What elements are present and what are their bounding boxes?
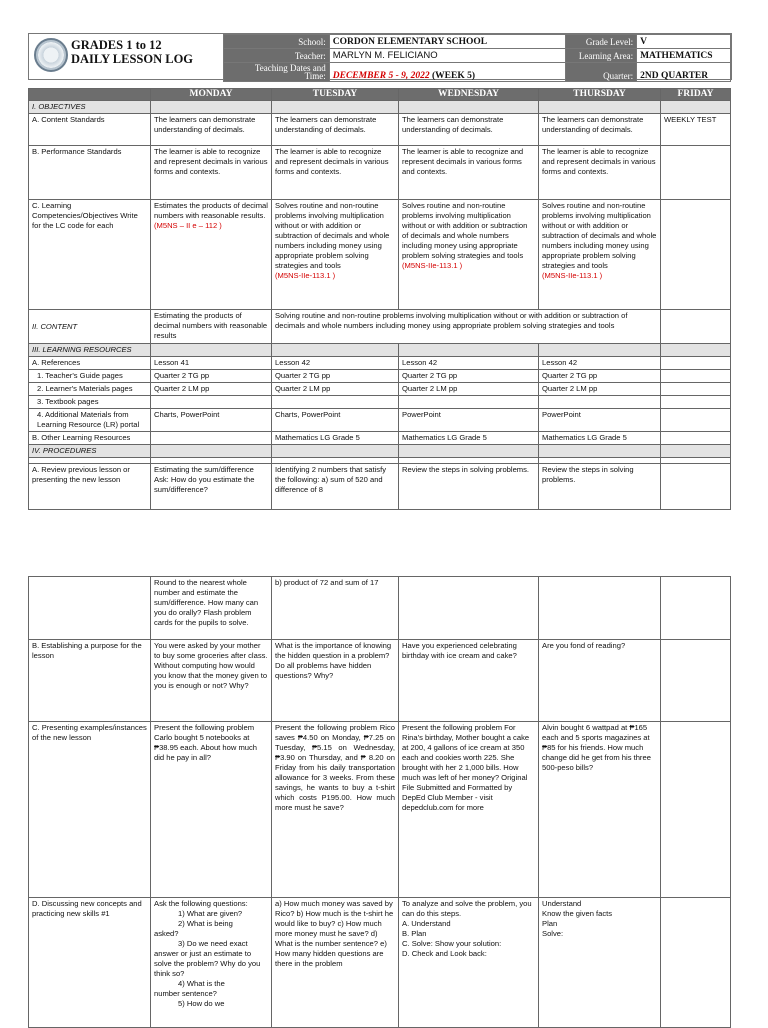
competency-text: Solves routine and non-routine problems involving multiplication without or with addition or subtraction of decimals and whole numbers including money using appropriate problem solving strategies and tools: [275, 201, 390, 270]
cell-tue: Identifying 2 numbers that satisfy the following: a) sum of 520 and difference of 8: [272, 464, 399, 510]
cell-fri: [661, 409, 731, 432]
document-title: [71, 38, 193, 66]
discuss-q2-cont: asked?: [154, 929, 179, 938]
cell-fri: [661, 464, 731, 510]
day-monday: MONDAY: [151, 89, 272, 101]
cell-tue: The learner is able to recognize and represent decimals in various forms and contexts.: [272, 146, 399, 200]
purpose-label: B. Establishing a purpose for the lesson: [29, 640, 151, 722]
competencies-row: [29, 200, 731, 310]
cell-thu: Quarter 2 LM pp: [539, 383, 661, 396]
resources-heading: III. LEARNING RESOURCES: [29, 344, 151, 357]
cell-tue: Mathematics LG Grade 5: [272, 432, 399, 445]
cell-tue: Present the following problem Rico saves ₱4.50 on Monday, ₱7.25 on Tuesday, ₱5.15 on Wednesday, ₱3.90 on Thursday, and ₱ 8.20 on Friday from his daily transportation allowance for 3 weeks. From these savings, he wants to buy a t-shirt which costs P195.00. How much more must he save?: [272, 722, 399, 898]
content-heading-text: II. CONTENT: [32, 321, 78, 331]
cell-mon: [151, 200, 272, 310]
school-label: School:: [224, 35, 330, 49]
lc-code: (M5NS-IIe-113.1 ): [542, 271, 603, 280]
cell-fri: [661, 432, 731, 445]
discuss-q2: 2) What is being: [178, 919, 233, 928]
lesson-table-page-2: [28, 576, 731, 1028]
thu-step-1: Understand: [542, 899, 582, 908]
cell-thu: Review the steps in solving problems.: [539, 464, 661, 510]
cell-wed: [399, 200, 539, 310]
dates-value: [329, 63, 565, 82]
area-label: Learning Area:: [566, 49, 637, 63]
cell-mon: Lesson 41: [151, 357, 272, 370]
cell-fri: [661, 577, 731, 640]
step-b: B. Plan: [402, 929, 427, 938]
cell-tue: b) product of 72 and sum of 17: [272, 577, 399, 640]
step-c: C. Solve: Show your solution:: [402, 939, 502, 948]
day-thursday: THURSDAY: [539, 89, 661, 101]
discuss-q1: 1) What are given?: [178, 909, 243, 918]
cell-tue: [272, 200, 399, 310]
lc-code: (M5NS-IIe-113.1 ): [275, 271, 336, 280]
cell-tue: a) How much money was saved by Rico? b) How much is the t-shirt he would like to buy? c) How much more money must he save? d) What is the number sentence? e) How many hidden questions are there in the problem: [272, 898, 399, 1028]
discuss-q5: 5) How do we: [178, 999, 225, 1008]
content-standards-row: [29, 114, 731, 146]
week-label: (WEEK 5): [432, 71, 476, 81]
tg-label: 1. Teacher's Guide pages: [29, 370, 151, 383]
cell-wed: Lesson 42: [399, 357, 539, 370]
cell-mon: Estimating the products of decimal numbers with reasonable results: [151, 310, 272, 344]
cell-tue: Quarter 2 LM pp: [272, 383, 399, 396]
cell-tue: Quarter 2 TG pp: [272, 370, 399, 383]
competency-text: Solves routine and non-routine problems involving multiplication without or with addition or subtraction of decimals and whole numbers including money using appropriate problem solving strategies and tools: [542, 201, 657, 270]
objectives-section-row: [29, 101, 731, 114]
cell-fri: WEEKLY TEST: [661, 114, 731, 146]
day-friday: FRIDAY: [661, 89, 731, 101]
day-header-row: [29, 89, 731, 101]
step-a: A. Understand: [402, 919, 451, 928]
competency-text: Estimates the products of decimal numbers with reasonable results.: [154, 201, 268, 220]
discuss-q4: 4) What is the: [178, 979, 225, 988]
cell-mon: Estimating the sum/difference Ask: How do you estimate the sum/difference?: [151, 464, 272, 510]
cell-wed: Have you experienced celebrating birthday with ice cream and cake?: [399, 640, 539, 722]
other-resources-label: B. Other Learning Resources: [29, 432, 151, 445]
day-wednesday: WEDNESDAY: [399, 89, 539, 101]
cell-wed: The learner is able to recognize and represent decimals in various forms and contexts.: [399, 146, 539, 200]
discuss-intro: Ask the following questions:: [154, 899, 248, 908]
content-row: [29, 310, 731, 344]
header: [28, 33, 732, 80]
header-info-grid: [223, 34, 731, 82]
cell-wed: [399, 898, 539, 1028]
performance-standards-label: B. Performance Standards: [29, 146, 151, 200]
lesson-table-page-1: [28, 88, 731, 510]
cell-fri: [661, 310, 731, 344]
blank-header: [29, 89, 151, 101]
cell-fri: [661, 722, 731, 898]
cell-thu: PowerPoint: [539, 409, 661, 432]
review-label: A. Review previous lesson or presenting the new lesson: [29, 464, 151, 510]
cell-fri: [661, 370, 731, 383]
cell-wed: Mathematics LG Grade 5: [399, 432, 539, 445]
cell-tue: The learners can demonstrate understanding of decimals.: [272, 114, 399, 146]
cell-thu: Are you fond of reading?: [539, 640, 661, 722]
cell-fri: [661, 383, 731, 396]
competencies-label: C. Learning Competencies/Objectives Write for the LC code for each: [29, 200, 151, 310]
discussing-label: D. Discussing new concepts and practicing new skills #1: [29, 898, 151, 1028]
cell-thu: [539, 898, 661, 1028]
dates-label: [224, 63, 330, 82]
title-line-1: GRADES 1 to 12: [71, 38, 162, 52]
additional-materials-row: [29, 409, 731, 432]
cell-tue: Charts, PowerPoint: [272, 409, 399, 432]
cell-thu: The learners can demonstrate understanding of decimals.: [539, 114, 661, 146]
cell-mon: Quarter 2 TG pp: [151, 370, 272, 383]
cell-fri: [661, 146, 731, 200]
discussing-row: [29, 898, 731, 1028]
content-standards-label: A. Content Standards: [29, 114, 151, 146]
additional-materials-label: 4. Additional Materials from Learning Resource (LR) portal: [29, 409, 151, 432]
cell-wed: Present the following problem For Rina's birthday, Mother bought a cake at 200, 4 gallons of ice cream at 350 each and cookies worth 225. She brought with her 2 1,000 bills. How much was left of her money? Original File Submitted and Formatted by DepEd Club Member - visit depedclub.com for more: [399, 722, 539, 898]
references-row: [29, 357, 731, 370]
thu-step-2: Know the given facts: [542, 909, 613, 918]
quarter-value: 2ND QUARTER: [637, 63, 731, 82]
quarter-label: Quarter:: [566, 63, 637, 82]
cell-wed: Review the steps in solving problems.: [399, 464, 539, 510]
presenting-row: [29, 722, 731, 898]
review-row: [29, 464, 731, 510]
cell-wed: PowerPoint: [399, 409, 539, 432]
presenting-label: C. Presenting examples/instances of the new lesson: [29, 722, 151, 898]
cell-wed: The learners can demonstrate understanding of decimals.: [399, 114, 539, 146]
step-d: D. Check and Look back:: [402, 949, 487, 958]
performance-standards-row: [29, 146, 731, 200]
cell-mon: Round to the nearest whole number and estimate the sum/difference. How many can you do orally? Flash problem cards for the pupils to solve.: [151, 577, 272, 640]
dates-label-line1: Teaching Dates and: [254, 63, 326, 73]
thu-step-4: Solve:: [542, 929, 564, 938]
cell-tue-thu: Solving routine and non-routine problems involving multiplication without or with addition or subtraction of decimals and whole numbers including money using appropriate problem solving strategies and tools: [272, 310, 661, 344]
grade-value: V: [637, 35, 731, 49]
school-value: CORDON ELEMENTARY SCHOOL: [329, 35, 565, 49]
cell-fri: [661, 898, 731, 1028]
cell-thu: Alvin bought 6 wattpad at ₱165 each and 5 sports magazines at ₱85 for his friends. How much change did he get from his three 500-peso bills?: [539, 722, 661, 898]
lc-code: (M5NS-IIe-113.1 ): [402, 261, 463, 270]
cell-mon: Present the following problem Carlo bought 5 notebooks at ₱38.95 each. About how much did he pay in all?: [151, 722, 272, 898]
cell-mon: Quarter 2 LM pp: [151, 383, 272, 396]
title-line-2: DAILY LESSON LOG: [71, 52, 194, 66]
cell-mon: You were asked by your mother to buy some groceries after class. Without computing how would you know that the money given to you is enough or not? Why?: [151, 640, 272, 722]
cell-thu: The learner is able to recognize and represent decimals in various forms and contexts.: [539, 146, 661, 200]
cell-wed: Quarter 2 TG pp: [399, 370, 539, 383]
cell-mon: Charts, PowerPoint: [151, 409, 272, 432]
textbook-label: 3. Textbook pages: [29, 396, 151, 409]
teacher-value: MARLYN M. FELICIANO: [329, 49, 565, 63]
teacher-label: Teacher:: [224, 49, 330, 63]
dates-label-line2: Time:: [304, 71, 326, 81]
competency-text: Solves routine and non-routine problems involving multiplication without or with addition or subtraction of decimals and whole numbers including money using appropriate problem solving strategies and tools: [402, 201, 528, 260]
cell-mon: [151, 898, 272, 1028]
textbook-row: [29, 396, 731, 409]
cell-fri: [661, 357, 731, 370]
cell-wed: [399, 577, 539, 640]
day-tuesday: TUESDAY: [272, 89, 399, 101]
cell-tue: What is the importance of knowing the hidden question in a problem? Do all problems have hidden questions? Why?: [272, 640, 399, 722]
area-value: MATHEMATICS: [637, 49, 731, 63]
cell-thu: Mathematics LG Grade 5: [539, 432, 661, 445]
other-resources-row: [29, 432, 731, 445]
content-heading: [29, 310, 151, 344]
review-continued-row: [29, 577, 731, 640]
cell-fri: [661, 640, 731, 722]
cell-mon: [151, 432, 272, 445]
lm-label: 2. Learner's Materials pages: [29, 383, 151, 396]
grade-label: Grade Level:: [566, 35, 637, 49]
lc-code: (M5NS – II e – 112 ): [154, 221, 222, 230]
cell-mon: The learner is able to recognize and represent decimals in various forms and contexts.: [151, 146, 272, 200]
cell-thu: [539, 577, 661, 640]
discuss-q3-cont: answer or just an estimate to solve the problem? Why do you think so?: [154, 949, 261, 978]
deped-seal-icon: [34, 38, 68, 72]
cell-thu: Lesson 42: [539, 357, 661, 370]
cell-thu: [539, 200, 661, 310]
discuss-q3: 3) Do we need exact: [178, 939, 248, 948]
references-label: A. References: [29, 357, 151, 370]
thu-step-3: Plan: [542, 919, 558, 928]
discuss-q4-cont: number sentence?: [154, 989, 217, 998]
procedures-section-row: [29, 445, 731, 458]
cell-fri: [661, 200, 731, 310]
lm-row: [29, 383, 731, 396]
cell-mon: The learners can demonstrate understanding of decimals.: [151, 114, 272, 146]
objectives-heading: I. OBJECTIVES: [29, 101, 151, 114]
tg-row: [29, 370, 731, 383]
cell-tue: Lesson 42: [272, 357, 399, 370]
cell-thu: Quarter 2 TG pp: [539, 370, 661, 383]
procedures-heading: IV. PROCEDURES: [29, 445, 151, 458]
purpose-row: [29, 640, 731, 722]
dates-range: DECEMBER 5 - 9, 2022: [332, 71, 430, 81]
steps-intro: To analyze and solve the problem, you can do this steps.: [402, 899, 532, 918]
resources-section-row: [29, 344, 731, 357]
cell-wed: Quarter 2 LM pp: [399, 383, 539, 396]
review-continued-label: [29, 577, 151, 640]
